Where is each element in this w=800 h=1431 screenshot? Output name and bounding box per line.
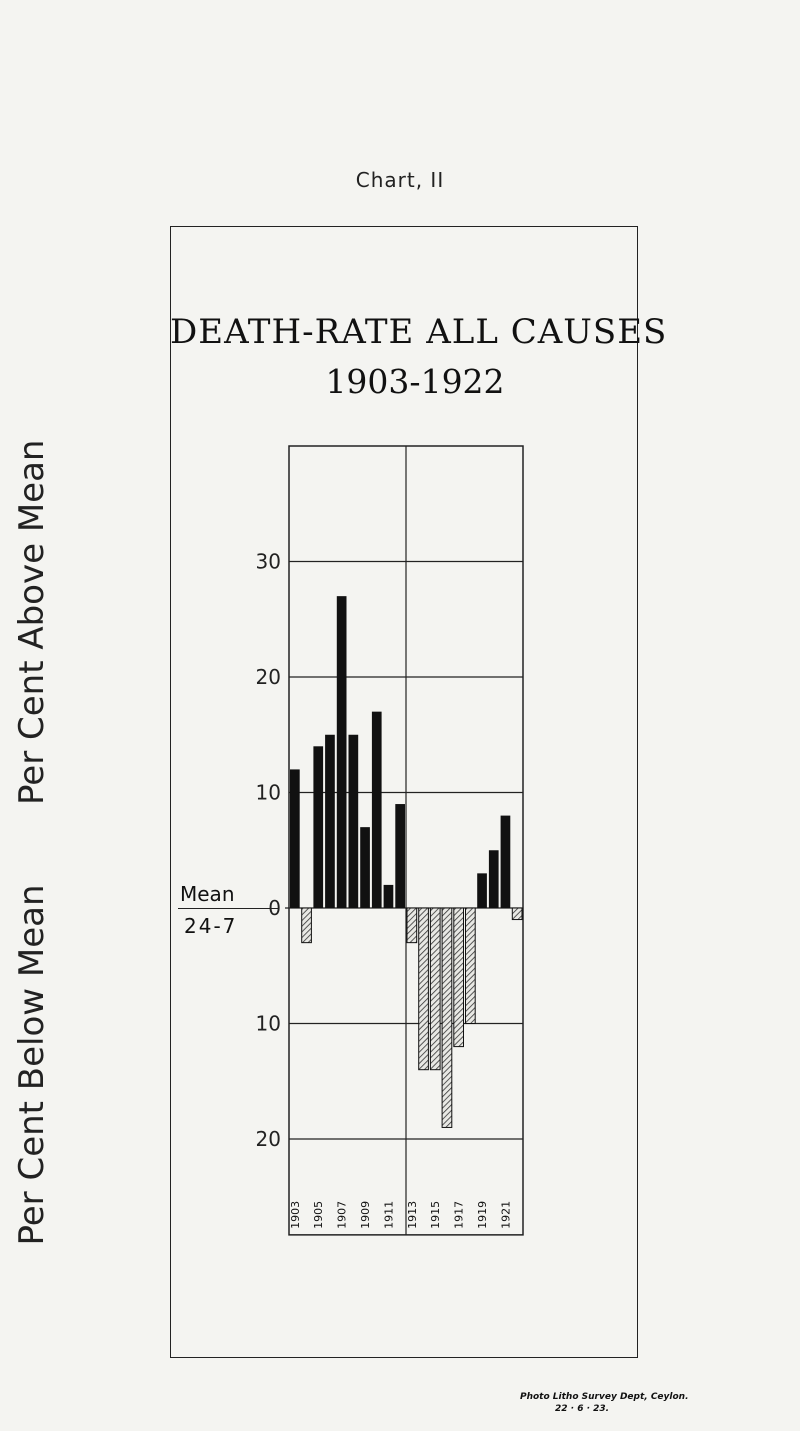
- mean-value: 24-7: [184, 914, 238, 938]
- chart-subtitle: 1903-1922: [325, 362, 505, 401]
- x-tick-label: 1905: [312, 1200, 326, 1229]
- y-axis-label-below: Per Cent Below Mean: [12, 884, 52, 1246]
- bar-1903: [290, 769, 300, 908]
- bar-1906: [325, 735, 335, 908]
- y-tick-label: 0: [268, 896, 281, 920]
- chart-number-label: Chart, II: [355, 168, 445, 192]
- x-tick-label: 1911: [382, 1200, 396, 1229]
- bar-1917: [454, 908, 464, 1047]
- bar-1918: [466, 908, 476, 1024]
- y-tick-label: 20: [255, 665, 281, 689]
- y-tick-label: 10: [255, 1011, 281, 1036]
- x-tick-label: 1917: [452, 1200, 466, 1229]
- bar-1916: [442, 908, 452, 1127]
- bar-1922: [512, 908, 522, 920]
- x-tick-label: 1907: [335, 1200, 349, 1229]
- x-tick-label: 1919: [476, 1200, 490, 1229]
- bar-1910: [372, 712, 382, 908]
- y-axis-label-above: Per Cent Above Mean: [12, 439, 52, 805]
- mean-label: Mean: [180, 882, 235, 906]
- bar-1915: [430, 908, 440, 1070]
- bar-1905: [313, 746, 323, 908]
- x-tick-label: 1913: [405, 1200, 419, 1229]
- bar-1920: [489, 850, 499, 908]
- y-tick-label: 10: [255, 780, 281, 805]
- x-tick-label: 1909: [359, 1200, 373, 1229]
- y-tick-label: 30: [255, 549, 281, 574]
- x-tick-label: 1903: [288, 1200, 302, 1229]
- bar-1904: [302, 908, 312, 943]
- bar-1913: [407, 908, 417, 943]
- bar-1909: [360, 827, 370, 908]
- bar-1907: [337, 596, 347, 908]
- bar-1912: [395, 804, 405, 908]
- bar-1908: [349, 735, 359, 908]
- y-tick-label: 20: [255, 1127, 281, 1151]
- chart-title: DEATH-RATE ALL CAUSES: [170, 312, 668, 352]
- x-tick-label: 1921: [499, 1200, 513, 1229]
- bar-1914: [419, 908, 429, 1070]
- bar-1919: [477, 873, 487, 908]
- x-tick-label: 1915: [429, 1200, 443, 1229]
- bar-1911: [384, 885, 394, 908]
- bar-1921: [501, 816, 511, 908]
- print-date: 22 · 6 · 23.: [555, 1404, 610, 1414]
- printer-credit: Photo Litho Survey Dept, Ceylon.: [520, 1392, 689, 1402]
